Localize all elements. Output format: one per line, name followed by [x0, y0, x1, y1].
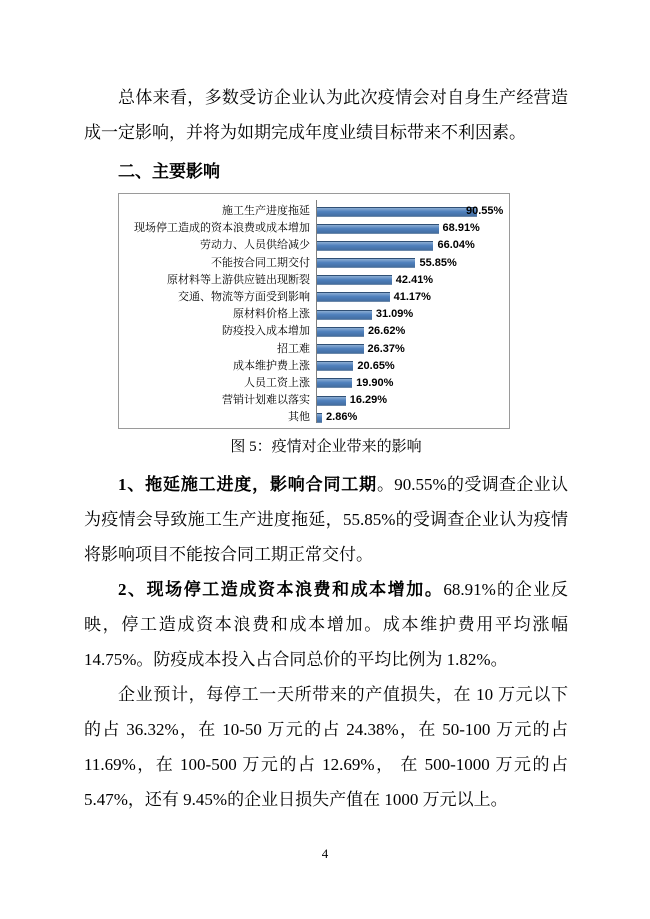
section-heading: 二、主要影响 — [118, 162, 220, 181]
chart-row — [119, 255, 509, 272]
paragraph-3: 企业预计，每停工一天所带来的产值损失，在 10 万元以下的占 36.32%，在 10-50 万元的占 24.38%，在 50-100 万元的占 11.69%，在 100-500 万元的占 12.69%， 在 500-1000 万元的占 5.47%，还有 9.45%的企业日损失产值在 1000 万元以上。 — [84, 685, 568, 809]
paragraph-2-bold-lead: 2、现场停工造成资本浪费和成本增加。 — [118, 580, 444, 599]
chart-row — [119, 375, 509, 392]
category-label: 人员工资上涨 — [244, 376, 310, 389]
bar-value-label: 41.17% — [393, 290, 431, 303]
paragraph-2-text: 68.91%的企业反映，停工造成资本浪费和成本增加。成本维护费用平均涨幅 14.75%。防疫成本投入占合同总价的平均比例为 1.82%。 — [84, 580, 568, 669]
category-label: 不能按合同工期交付 — [211, 256, 310, 269]
bar-value-label: 90.55% — [466, 205, 504, 217]
paragraph-2 — [84, 572, 568, 677]
bar-value-label: 68.91% — [442, 222, 480, 235]
plot-cell — [316, 272, 509, 289]
bar-value-label: 66.04% — [437, 239, 475, 252]
bar — [317, 396, 346, 406]
category-label: 招工难 — [277, 342, 310, 355]
bar-value-label: 26.37% — [367, 342, 405, 355]
chart-row — [119, 289, 509, 306]
plot-cell — [316, 220, 509, 237]
plot-cell — [316, 392, 509, 409]
bar — [317, 207, 477, 217]
chart-row — [119, 392, 509, 409]
bar-value-label: 19.90% — [356, 376, 394, 389]
bar-value-label: 16.29% — [349, 394, 388, 407]
bar-value-label: 31.09% — [375, 308, 414, 321]
plot-cell — [316, 289, 509, 306]
chart-rows — [119, 203, 509, 426]
chart-row — [119, 220, 509, 237]
category-label: 原材料等上游供应链出现断裂 — [167, 273, 310, 286]
category-label: 其他 — [288, 411, 310, 424]
bar — [317, 310, 372, 320]
page-number: 4 — [321, 846, 329, 861]
paragraph-1 — [84, 467, 568, 572]
plot-cell — [316, 255, 509, 272]
bar — [317, 413, 322, 423]
bar-value-label: 55.85% — [419, 256, 457, 269]
plot-cell — [316, 237, 509, 254]
category-label: 防疫投入成本增加 — [222, 325, 310, 338]
chart-row — [119, 203, 509, 220]
plot-cell — [316, 409, 509, 426]
page-content — [84, 80, 568, 817]
bar — [317, 258, 415, 268]
category-label: 成本维护费上涨 — [233, 359, 310, 372]
plot-cell — [316, 203, 509, 220]
chart-row — [119, 306, 509, 323]
chart-row — [119, 358, 509, 375]
bar — [317, 327, 364, 337]
bar-value-label: 26.62% — [367, 325, 406, 338]
bar-value-label: 20.65% — [357, 359, 395, 372]
plot-cell — [316, 341, 509, 358]
chart-row — [119, 409, 509, 426]
figure-bar-chart — [118, 193, 510, 429]
chart-row — [119, 341, 509, 358]
bar — [317, 292, 390, 302]
bar — [317, 241, 433, 251]
intro-paragraph: 总体来看，多数受访企业认为此次疫情会对自身生产经营造成一定影响，并将为如期完成年度业绩目标带来不利因素。 — [84, 88, 568, 142]
paragraph-1-text: 。90.55%的受调查企业认为疫情会导致施工生产进度拖延，55.85%的受调查企业认为疫情将影响项目不能按合同工期正常交付。 — [84, 475, 568, 564]
chart-row — [119, 237, 509, 254]
bar — [317, 378, 352, 388]
plot-cell — [316, 375, 509, 392]
plot-cell — [316, 306, 509, 323]
category-label: 现场停工造成的资本浪费或成本增加 — [134, 222, 310, 235]
chart-row — [119, 323, 509, 340]
figure-caption: 图 5：疫情对企业带来的影响 — [230, 439, 422, 455]
chart-row — [119, 272, 509, 289]
bar-value-label: 42.41% — [395, 273, 434, 286]
category-label: 交通、物流等方面受到影响 — [178, 291, 310, 304]
bar-value-label: 2.86% — [326, 411, 358, 424]
plot-cell — [316, 323, 509, 340]
category-label: 施工生产进度拖延 — [222, 205, 310, 218]
category-label: 营销计划难以落实 — [222, 394, 310, 407]
bar — [317, 361, 353, 371]
bar — [317, 275, 392, 285]
bar — [317, 224, 439, 234]
category-label: 原材料价格上涨 — [233, 308, 310, 321]
paragraph-1-bold-lead: 1、拖延施工进度，影响合同工期 — [118, 475, 377, 494]
bar — [317, 344, 364, 354]
category-label: 劳动力、人员供给减少 — [200, 239, 310, 252]
plot-cell — [316, 358, 509, 375]
